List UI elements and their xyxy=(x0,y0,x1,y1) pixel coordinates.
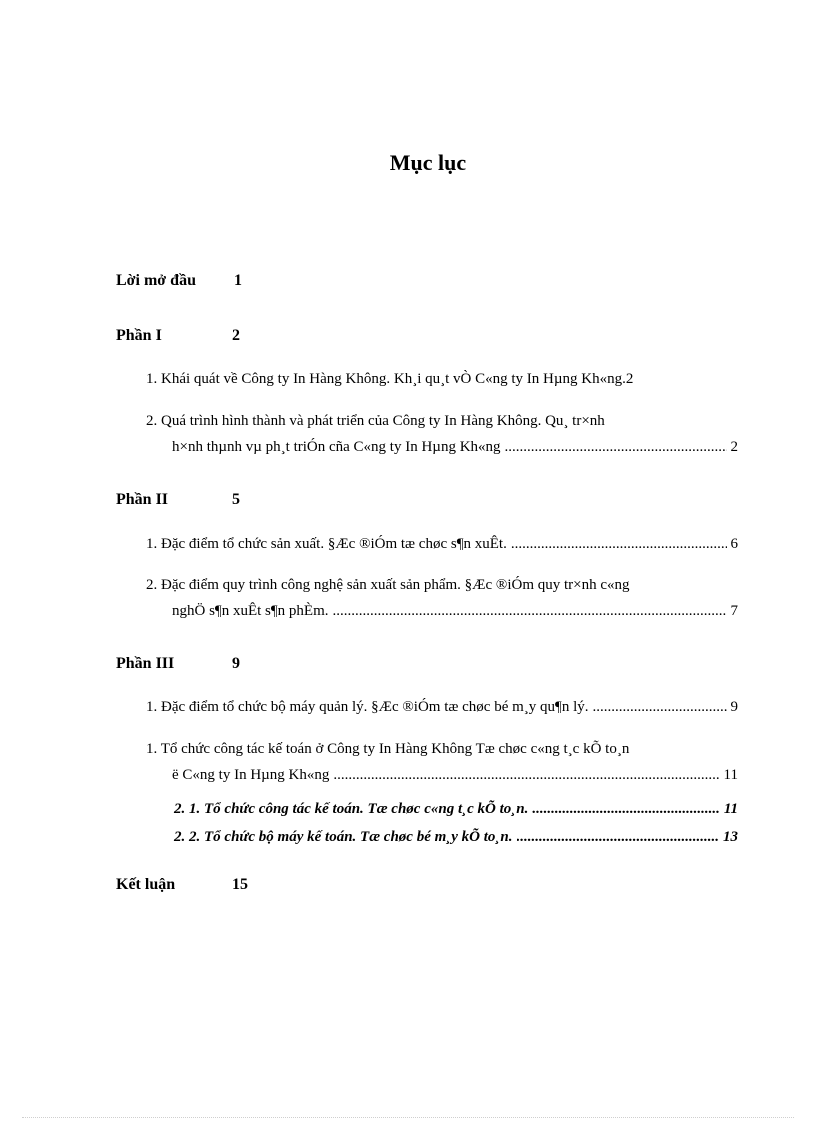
toc-entry-part1-1 xyxy=(146,366,738,392)
toc-entry-page: 2 xyxy=(625,371,634,387)
toc-entry-part2-2 xyxy=(146,572,738,624)
toc-entry-text-cont: ë C«ng ty In Hµng Kh«ng xyxy=(172,767,330,783)
toc-heading-page: 1 xyxy=(234,272,242,289)
toc-heading-label: Lời mở đầu xyxy=(116,272,196,289)
toc-entry-text: 1. Khái quát về Công ty In Hàng Không. Kh¸i qu¸t vÒ C«ng ty In Hµng Kh«ng. xyxy=(146,371,626,387)
toc-entry-page: 13 xyxy=(723,829,738,845)
toc-leader xyxy=(505,434,727,460)
toc-leader xyxy=(333,762,719,788)
toc-entry-page: 7 xyxy=(730,603,738,619)
toc-heading-page: 15 xyxy=(232,876,248,893)
toc-entry-text: 2. 1. Tổ chức công tác kế toán. Tæ chøc c«ng t¸c kÕ to¸n. xyxy=(174,801,529,817)
toc-leader xyxy=(511,531,727,557)
page-bottom-rule xyxy=(22,1117,794,1118)
toc-leader xyxy=(517,824,719,850)
toc-heading-part-3 xyxy=(116,655,240,673)
toc-entry-text-cont: nghÖ s¶n xuÊt s¶n phÈm. xyxy=(172,603,329,619)
toc-subentry-3-2-2 xyxy=(174,824,738,850)
toc-entry-text: 2. Quá trình hình thành và phát triển của Công ty In Hàng Không. Qu¸ tr×nh xyxy=(146,413,605,429)
toc-entry-page: 11 xyxy=(723,801,738,817)
toc-entry-text: 1. Đặc điểm tổ chức bộ máy quản lý. §Æc ®iÓm tæ chøc bé m¸y qu¶n lý. xyxy=(146,699,589,715)
toc-entry-part3-1 xyxy=(146,694,738,720)
toc-entry-text: 2. Đặc điểm quy trình công nghệ sản xuất sản phẩm. §Æc ®iÓm quy tr×nh c«ng xyxy=(146,577,630,593)
toc-entry-page: 2 xyxy=(730,439,738,455)
toc-leader xyxy=(532,796,719,822)
toc-heading-part-2 xyxy=(116,491,240,509)
toc-heading-page: 9 xyxy=(232,655,240,672)
toc-leader xyxy=(593,694,727,720)
toc-leader xyxy=(333,598,727,624)
toc-heading-intro xyxy=(116,272,242,290)
toc-entry-text: 1. Đặc điểm tổ chức sản xuất. §Æc ®iÓm tæ chøc s¶n xuÊt. xyxy=(146,536,507,552)
toc-heading-part-1 xyxy=(116,327,240,345)
toc-heading-label: Phần II xyxy=(116,491,169,508)
toc-entry-text: 1. Tổ chức công tác kế toán ở Công ty In Hàng Không Tæ chøc c«ng t¸c kÕ to¸n xyxy=(146,741,630,757)
toc-entry-page: 9 xyxy=(730,699,738,715)
toc-entry-part3-2 xyxy=(146,736,738,788)
toc-entry-text-cont: h×nh thµnh vµ ph¸t triÓn cña C«ng ty In Hµng Kh«ng xyxy=(172,439,501,455)
toc-heading-conclusion xyxy=(116,876,248,894)
toc-heading-page: 5 xyxy=(232,491,240,508)
toc-entry-text: 2. 2. Tổ chức bộ máy kế toán. Tæ chøc bé m¸y kÕ to¸n. xyxy=(174,829,513,845)
toc-heading-page: 2 xyxy=(232,327,240,344)
toc-subentry-3-2-1 xyxy=(174,796,738,822)
toc-heading-label: Phần I xyxy=(116,327,162,344)
toc-heading-label: Phần III xyxy=(116,655,175,672)
toc-entry-page: 6 xyxy=(730,536,738,552)
toc-entry-page: 11 xyxy=(723,767,738,783)
toc-heading-label: Kết luận xyxy=(116,876,176,893)
toc-entry-part2-1 xyxy=(146,531,738,557)
toc-entry-part1-2 xyxy=(146,408,738,460)
toc-title: Mục lục xyxy=(389,150,467,175)
